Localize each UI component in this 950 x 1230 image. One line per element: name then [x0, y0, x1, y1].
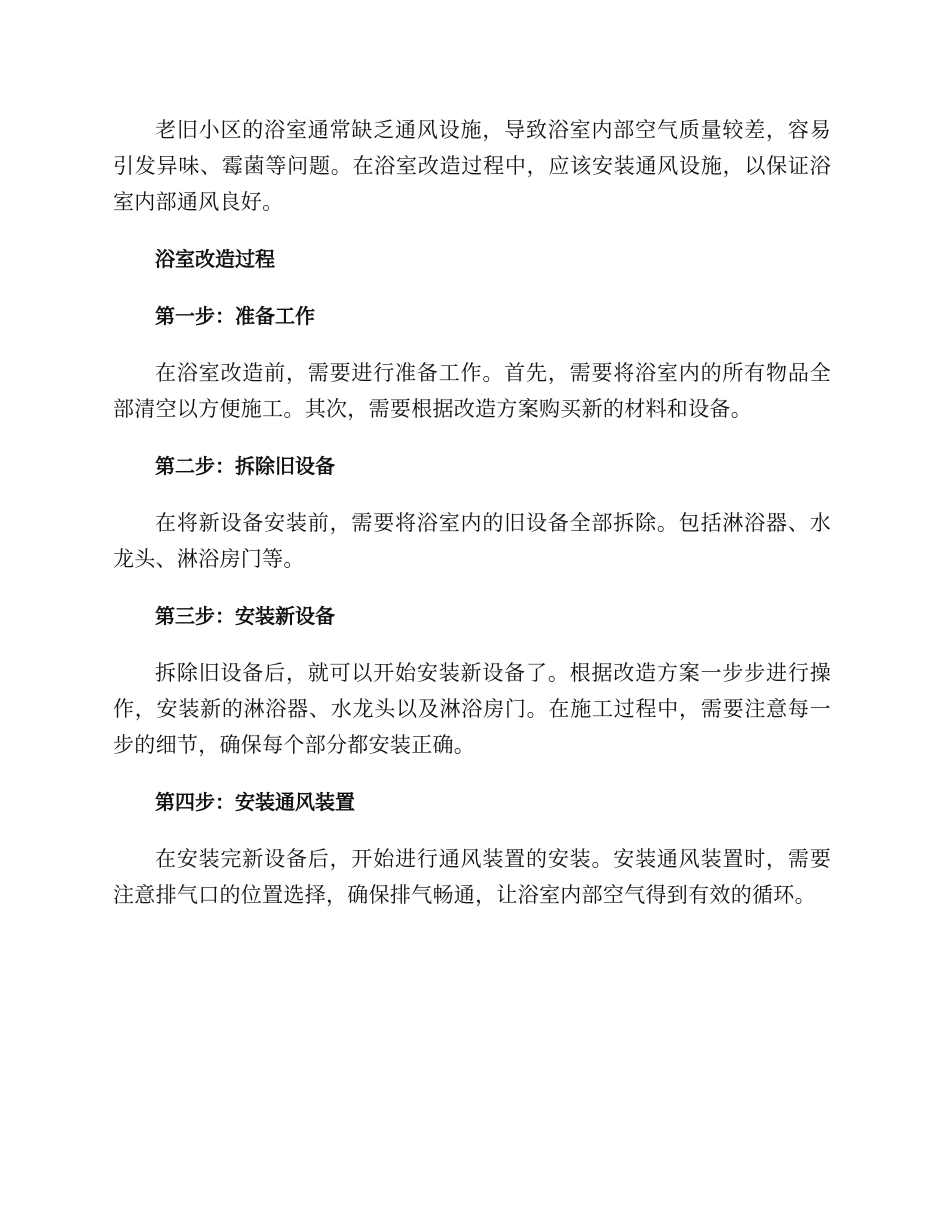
section-title: 浴室改造过程	[155, 247, 275, 271]
document-page	[113, 112, 831, 913]
step-3-heading: 第三步：安装新设备	[155, 604, 335, 628]
step-2-heading: 第二步：拆除旧设备	[155, 454, 335, 478]
step-4-body: 在安装完新设备后，开始进行通风装置的安装。安装通风装置时，需要注意排气口的位置选择，确保排气畅通，让浴室内部空气得到有效的循环。	[113, 847, 831, 907]
step-1-body: 在浴室改造前，需要进行准备工作。首先，需要将浴室内的所有物品全部清空以方便施工。其次，需要根据改造方案购买新的材料和设备。	[113, 361, 831, 421]
step-1-heading: 第一步：准备工作	[155, 304, 315, 328]
step-2-body: 在将新设备安装前，需要将浴室内的旧设备全部拆除。包括淋浴器、水龙头、淋浴房门等。	[113, 511, 831, 571]
intro-paragraph: 老旧小区的浴室通常缺乏通风设施，导致浴室内部空气质量较差，容易引发异味、霉菌等问题。在浴室改造过程中，应该安装通风设施，以保证浴室内部通风良好。	[113, 118, 831, 214]
step-3-body: 拆除旧设备后，就可以开始安装新设备了。根据改造方案一步步进行操作，安装新的淋浴器、水龙头以及淋浴房门。在施工过程中，需要注意每一步的细节，确保每个部分都安装正确。	[113, 661, 831, 757]
step-4-heading: 第四步：安装通风装置	[155, 790, 355, 814]
